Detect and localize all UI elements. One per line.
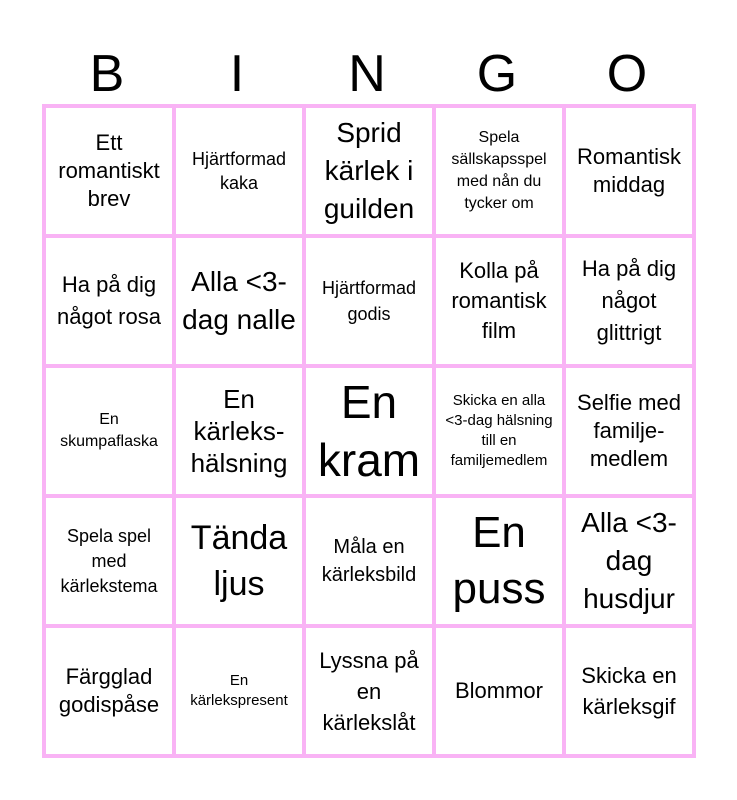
bingo-cell-text: En kram [317, 376, 421, 486]
bingo-cell-r1-c5[interactable] [566, 108, 692, 234]
bingo-cell-text: Ha på dig något glittrigt [581, 256, 677, 345]
grid-line-vertical [692, 104, 696, 758]
header-letter-o: O [606, 45, 648, 103]
bingo-cell-text: Spela spel med kärlekstema [60, 525, 158, 596]
bingo-cell-text: Måla en kärleksbild [321, 536, 417, 586]
bingo-cell-r5-c2[interactable] [176, 628, 302, 754]
bingo-cell-r4-c1[interactable] [46, 498, 172, 624]
bingo-cell-r2-c2[interactable] [176, 238, 302, 364]
bingo-cell-r5-c1[interactable] [46, 628, 172, 754]
bingo-cell-text: Blommor [454, 678, 543, 703]
bingo-cell-r3-c2[interactable] [176, 368, 302, 494]
bingo-cell-text: Kolla på romantisk film [451, 258, 547, 343]
header-letter-g: G [476, 45, 518, 103]
grid-line-vertical [302, 104, 306, 758]
bingo-board [42, 104, 695, 756]
header-letter-i: I [229, 45, 245, 103]
bingo-cell-text: Lyssna på en kärlekslåt [319, 647, 419, 735]
grid-line-horizontal [42, 234, 696, 238]
bingo-cell-text: Spela sällskapsspel med nån du tycker om [451, 129, 547, 212]
grid-line-vertical [432, 104, 436, 758]
bingo-cell-r2-c1[interactable] [46, 238, 172, 364]
bingo-cell-r4-c4[interactable] [436, 498, 562, 624]
grid-line-horizontal [42, 104, 696, 108]
bingo-cell-text: En puss [452, 508, 546, 613]
bingo-cell-text: Skicka en alla <3-dag hälsning till en familjemedlem [445, 392, 553, 469]
header-letter-b: B [89, 45, 125, 103]
bingo-cell-r1-c3[interactable] [306, 108, 432, 234]
bingo-cell-r5-c5[interactable] [566, 628, 692, 754]
header-letter-n: N [348, 45, 386, 103]
bingo-cell-r5-c3[interactable] [306, 628, 432, 754]
bingo-cell-text: Färgglad godispåse [58, 664, 160, 717]
bingo-cell-r4-c3[interactable] [306, 498, 432, 624]
bingo-cell-text: Romantisk middag [577, 144, 681, 197]
bingo-cell-r1-c2[interactable] [176, 108, 302, 234]
bingo-cell-text: En kärlekspresent [190, 672, 288, 709]
bingo-cell-text: En skumpaflaska [60, 411, 158, 450]
bingo-cell-text: Alla <3-dag husdjur [581, 507, 677, 614]
bingo-cell-r3-c4[interactable] [436, 368, 562, 494]
bingo-cell-text: Alla <3-dag nalle [182, 266, 296, 335]
bingo-cell-r2-c3[interactable] [306, 238, 432, 364]
bingo-header [42, 44, 695, 104]
bingo-cell-r1-c1[interactable] [46, 108, 172, 234]
grid-line-horizontal [42, 624, 696, 628]
bingo-cell-r2-c4[interactable] [436, 238, 562, 364]
bingo-cell-r4-c5[interactable] [566, 498, 692, 624]
bingo-cell-r4-c2[interactable] [176, 498, 302, 624]
bingo-cell-text: Sprid kärlek i guilden [323, 117, 415, 224]
bingo-cell-r1-c4[interactable] [436, 108, 562, 234]
bingo-cell-text: En kärleks-hälsning [190, 384, 288, 478]
grid-line-vertical [172, 104, 176, 758]
bingo-cell-r3-c3[interactable] [306, 368, 432, 494]
bingo-cell-text: Ha på dig något rosa [57, 272, 161, 329]
bingo-cell-text: Hjärtformad kaka [191, 149, 287, 193]
bingo-cell-r3-c5[interactable] [566, 368, 692, 494]
grid-line-horizontal [42, 494, 696, 498]
grid-line-vertical [562, 104, 566, 758]
bingo-cell-text: Tända ljus [190, 519, 288, 603]
grid-line-horizontal [42, 364, 696, 368]
bingo-cell-text: Ett romantiskt brev [58, 130, 160, 211]
bingo-cell-r5-c4[interactable] [436, 628, 562, 754]
bingo-cell-r3-c1[interactable] [46, 368, 172, 494]
bingo-cell-r2-c5[interactable] [566, 238, 692, 364]
grid-line-horizontal [42, 754, 696, 758]
bingo-cell-text: Selfie med familje-medlem [577, 390, 681, 471]
grid-line-vertical [42, 104, 46, 758]
bingo-cell-text: Hjärtformad godis [321, 278, 417, 324]
bingo-cell-text: Skicka en kärleksgif [581, 663, 677, 719]
